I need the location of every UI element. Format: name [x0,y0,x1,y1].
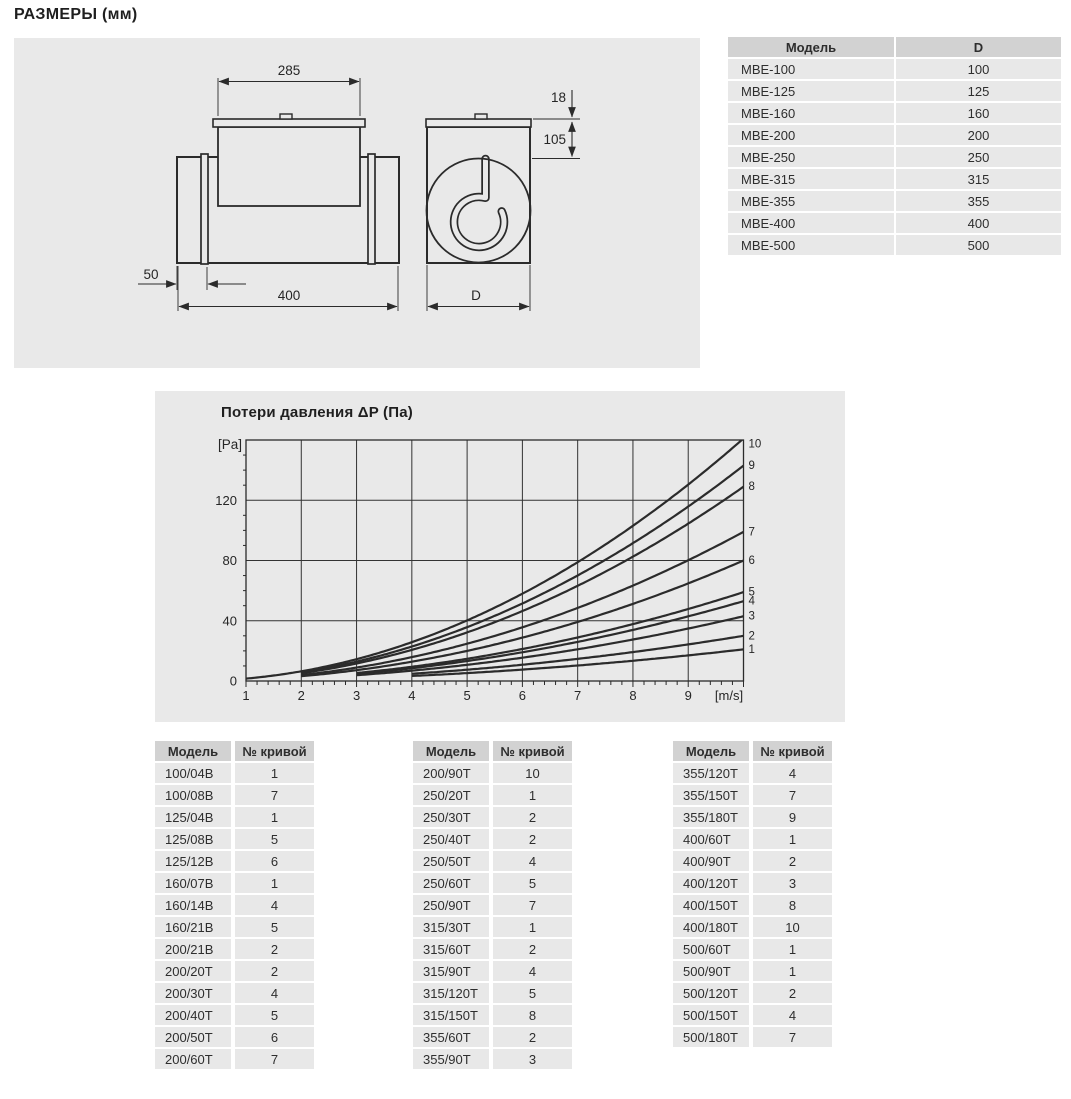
value-cell: 5 [493,873,572,893]
table-row [728,147,1061,167]
table-row [728,213,1061,233]
table-row [728,235,1061,255]
curve-number-label: 3 [748,610,755,623]
curve-number-label: 9 [748,460,755,473]
model-cell: 200/20Т [155,961,231,981]
value-cell: 5 [235,917,314,937]
model-cell: 500/90Т [673,961,749,981]
junction-box-lid [213,119,365,127]
model-cell: 250/50Т [413,851,489,871]
dim-label-400: 400 [277,288,301,303]
table-header-row [155,741,314,761]
model-cell: 250/20Т [413,785,489,805]
curve-number-label: 5 [748,586,755,599]
model-cell: 125/08В [155,829,231,849]
model-cell: МВЕ-400 [728,213,894,233]
pressure-loss-chart-panel [155,391,845,722]
table-header-row [673,741,832,761]
value-cell: 4 [753,763,832,783]
model-cell: МВЕ-500 [728,235,894,255]
chart-title: Потери давления ΔP (Па) [221,404,413,421]
table-row [673,983,832,1003]
value-cell: 7 [753,785,832,805]
cable-gland-front [475,114,487,119]
model-cell: 160/07В [155,873,231,893]
value-cell: 2 [753,983,832,1003]
table-row [155,851,314,871]
model-cell: 160/14В [155,895,231,915]
table-row [155,983,314,1003]
model-cell: 400/150Т [673,895,749,915]
value-cell: 400 [896,213,1061,233]
value-cell: 4 [493,851,572,871]
y-unit-label: [Pa] [217,437,242,452]
value-cell: 2 [493,1027,572,1047]
table-row [155,895,314,915]
dimensions-drawing-panel [14,38,700,368]
duct-heater-drawing [14,38,700,368]
model-cell: 250/40Т [413,829,489,849]
value-cell: 7 [493,895,572,915]
model-cell: 315/60Т [413,939,489,959]
x-tick-label: 4 [408,688,416,703]
value-cell: 1 [753,939,832,959]
model-cell: 500/150Т [673,1005,749,1025]
value-cell: 250 [896,147,1061,167]
model-cell: 400/60Т [673,829,749,849]
table-row [155,829,314,849]
y-tick-label: 80 [222,553,237,568]
model-cell: 250/90Т [413,895,489,915]
model-cell: 200/30Т [155,983,231,1003]
model-cell: 315/90Т [413,961,489,981]
value-cell: 2 [493,939,572,959]
table-row [155,763,314,783]
x-tick-label: 2 [297,688,305,703]
curves-group [246,439,744,679]
model-cell: 355/60Т [413,1027,489,1047]
table-row [413,961,572,981]
model-cell: 315/30Т [413,917,489,937]
model-cell: 400/180Т [673,917,749,937]
table-row [673,873,832,893]
model-cell: 400/90Т [673,851,749,871]
dim-label-D: D [471,288,481,303]
value-cell: 6 [235,851,314,871]
value-cell: 3 [493,1049,572,1069]
value-cell: 355 [896,191,1061,211]
curve-number-label: 10 [748,438,762,451]
column-header: D [896,37,1061,57]
curve-table-3 [669,739,836,1049]
model-cell: 355/90Т [413,1049,489,1069]
table-row [728,103,1061,123]
table-row [413,1005,572,1025]
column-header: Модель [413,741,489,761]
x-tick-label: 9 [684,688,692,703]
model-cell: 500/180Т [673,1027,749,1047]
dim-label-18: 18 [550,90,566,105]
x-tick-label: 7 [574,688,582,703]
model-cell: 200/21В [155,939,231,959]
value-cell: 160 [896,103,1061,123]
model-cell: 100/08В [155,785,231,805]
model-cell: 100/04В [155,763,231,783]
table-row [673,807,832,827]
table-row [413,807,572,827]
table-row [728,191,1061,211]
value-cell: 200 [896,125,1061,145]
junction-box [218,127,360,206]
table-row [413,785,572,805]
data-table [726,35,1063,257]
table-row [155,1049,314,1069]
model-cell: МВЕ-355 [728,191,894,211]
value-cell: 2 [493,829,572,849]
value-cell: 5 [235,829,314,849]
model-cell: 500/120Т [673,983,749,1003]
table-row [728,59,1061,79]
table-row [728,81,1061,101]
value-cell: 4 [235,983,314,1003]
model-cell: 200/60Т [155,1049,231,1069]
value-cell: 1 [235,873,314,893]
model-cell: 400/120Т [673,873,749,893]
table-row [413,895,572,915]
value-cell: 1 [753,961,832,981]
value-cell: 8 [753,895,832,915]
flange-right [368,154,375,264]
model-cell: 125/04В [155,807,231,827]
dimension-18 [533,90,580,119]
table-row [413,851,572,871]
value-cell: 315 [896,169,1061,189]
dimension-105 [532,122,580,159]
model-cell: МВЕ-315 [728,169,894,189]
table-row [673,851,832,871]
model-cell: МВЕ-200 [728,125,894,145]
x-tick-label: 1 [242,688,250,703]
table-row [673,939,832,959]
column-header: Модель [673,741,749,761]
value-cell: 4 [235,895,314,915]
value-cell: 6 [235,1027,314,1047]
page-title: РАЗМЕРЫ (мм) [14,6,138,23]
table-row [413,1049,572,1069]
value-cell: 10 [493,763,572,783]
dimension-285 [218,63,360,116]
data-table [409,739,576,1071]
table-row [413,939,572,959]
value-cell: 10 [753,917,832,937]
value-cell: 7 [235,1049,314,1069]
table-row [728,125,1061,145]
table-row [155,917,314,937]
table-header-row [413,741,572,761]
pressure-loss-chart [155,391,845,722]
table-row [155,785,314,805]
curve-table-2 [409,739,576,1071]
table-row [673,785,832,805]
table-row [673,763,832,783]
dim-label-50: 50 [143,267,159,282]
value-cell: 5 [493,983,572,1003]
value-cell: 2 [235,939,314,959]
table-header-row [728,37,1061,57]
value-cell: 7 [753,1027,832,1047]
x-tick-label: 3 [352,688,361,703]
x-unit-label: [m/s] [714,688,744,703]
model-cell: 355/180Т [673,807,749,827]
value-cell: 1 [753,829,832,849]
value-cell: 1 [493,785,572,805]
dimension-D [427,265,530,311]
curve-number-label: 8 [748,481,755,494]
table-row [413,873,572,893]
data-table [669,739,836,1049]
flange-left [201,154,208,264]
table-row [673,961,832,981]
model-cell: 200/40Т [155,1005,231,1025]
value-cell: 2 [493,807,572,827]
model-cell: 355/120Т [673,763,749,783]
value-cell: 7 [235,785,314,805]
curve-number-label: 6 [748,555,755,567]
y-tick-label: 120 [215,492,237,508]
dimension-400 [178,266,398,311]
dim-label-285: 285 [277,63,301,78]
value-cell: 1 [493,917,572,937]
curve-number-label: 7 [748,526,755,539]
model-cell: 315/150Т [413,1005,489,1025]
dimension-50 [138,266,246,290]
value-cell: 4 [753,1005,832,1025]
model-cell: 125/12В [155,851,231,871]
data-table [151,739,318,1071]
model-cell: 160/21В [155,917,231,937]
value-cell: 4 [493,961,572,981]
curve-number-label: 4 [748,595,755,608]
table-row [673,1027,832,1047]
y-tick-label: 0 [229,673,237,689]
column-header: № кривой [493,741,572,761]
table-row [155,939,314,959]
y-tick-label: 40 [222,613,237,629]
column-header: Модель [155,741,231,761]
x-tick-label: 5 [463,688,471,703]
dim-label-105: 105 [543,132,566,147]
table-row [155,873,314,893]
value-cell: 2 [753,851,832,871]
value-cell: 1 [235,807,314,827]
curve-number-label: 2 [748,630,755,643]
table-row [413,983,572,1003]
table-row [413,917,572,937]
model-cell: 250/60Т [413,873,489,893]
mbe-diameter-table [726,35,1063,257]
table-row [155,961,314,981]
value-cell: 3 [753,873,832,893]
value-cell: 2 [235,961,314,981]
value-cell: 5 [235,1005,314,1025]
value-cell: 125 [896,81,1061,101]
value-cell: 8 [493,1005,572,1025]
table-row [673,895,832,915]
table-row [155,1005,314,1025]
pressure-curve-10 [246,439,744,679]
table-row [155,1027,314,1047]
table-row [413,1027,572,1047]
cable-gland-side [280,114,292,119]
model-cell: МВЕ-250 [728,147,894,167]
table-row [728,169,1061,189]
value-cell: 1 [235,763,314,783]
column-header: № кривой [235,741,314,761]
model-cell: 200/50Т [155,1027,231,1047]
table-row [673,1005,832,1025]
value-cell: 500 [896,235,1061,255]
model-cell: МВЕ-160 [728,103,894,123]
model-cell: 355/150Т [673,785,749,805]
model-cell: 315/120Т [413,983,489,1003]
table-row [413,763,572,783]
front-lid [426,119,531,127]
curve-table-1 [151,739,318,1071]
value-cell: 100 [896,59,1061,79]
x-tick-label: 8 [629,688,637,703]
x-tick-label: 6 [518,688,527,703]
table-row [413,829,572,849]
column-header: № кривой [753,741,832,761]
model-cell: 250/30Т [413,807,489,827]
column-header: Модель [728,37,894,57]
value-cell: 9 [753,807,832,827]
table-row [673,829,832,849]
model-cell: 200/90Т [413,763,489,783]
model-cell: 500/60Т [673,939,749,959]
model-cell: МВЕ-100 [728,59,894,79]
table-row [155,807,314,827]
model-cell: МВЕ-125 [728,81,894,101]
table-row [673,917,832,937]
curve-number-label: 1 [748,643,755,656]
